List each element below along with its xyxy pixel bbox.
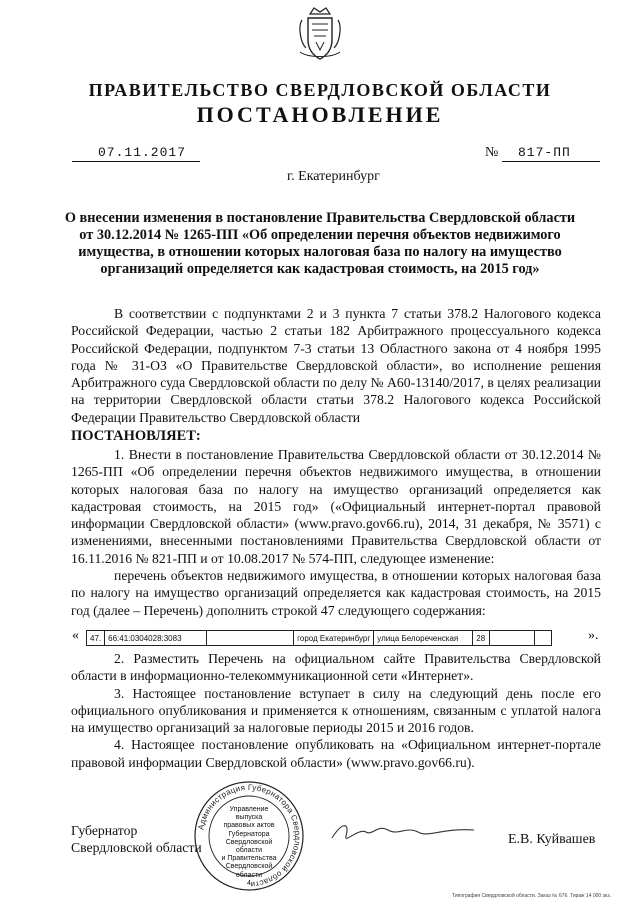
position-line: Свердловской области	[71, 840, 202, 855]
stamp-line: и Правительства	[221, 855, 277, 863]
table-cell	[535, 631, 552, 646]
stamp-line: правовых актов	[223, 822, 275, 830]
document-type: ПОСТАНОВЛЕНИЕ	[196, 102, 444, 127]
coat-of-arms-icon	[296, 6, 344, 64]
stamp-text	[212, 806, 286, 888]
item-3-text: 3. Настоящее постановление вступает в силу на следующий день после его официального опубликования и применяется к отношениям, связанным с уплатой налога на имущество организаций за налоговые периоды 2015 и 2016 годов.	[71, 685, 601, 736]
stamp-line: области	[235, 871, 263, 879]
date-line	[72, 143, 200, 162]
table-cell: город Екатеринбург	[294, 631, 374, 646]
decree-word: ПОСТАНОВЛЯЕТ:	[71, 428, 201, 444]
item-1-sub-text: перечень объектов недвижимого имущества, в отношении которых налоговая база по налогу на имущество организаций определяется как кадастровая стоимость, на 2015 год (далее – Перечень) дополнить строкой 47 следующего содержания:	[71, 568, 601, 618]
open-quote: «	[72, 628, 79, 643]
inserted-row-table	[86, 630, 552, 646]
table-cell	[490, 631, 535, 646]
items-2-4	[71, 650, 601, 771]
document-number: 817-ПП	[518, 145, 571, 160]
stamp-line: Губернатора	[228, 830, 270, 838]
number-line	[502, 143, 600, 162]
preamble	[71, 305, 601, 426]
item-4-text: 4. Настоящее постановление опубликовать на «Официальном интернет-портале правовой информации Свердловской области» (www.pravo.gov66.ru).	[71, 737, 601, 770]
stamp-ring-text: Администрация Губернатора Свердловской области	[196, 782, 303, 890]
stamp-number: 4	[247, 879, 251, 887]
item-1	[71, 446, 601, 619]
preamble-text: В соответствии с подпунктами 2 и 3 пункта 7 статьи 378.2 Налогового кодекса Российской Федерации, частью 2 статьи 182 Арбитражного процессуального кодекса Российской Федерации, подпунктом 7-3 статьи 13 Областного закона от 4 ноября 1995 года № 31-ОЗ «О Правительстве Свердловской области», во исполнение решения Арбитражного суда Свердловской области по делу № А60-13140/2017, в целях реализации на территории Свердловской области статьи 378.2 Налогового кодекса Российской Федерации Правительство Свердловской области	[71, 306, 601, 425]
document-title	[0, 210, 640, 278]
table-cell: 47.	[87, 631, 105, 646]
position-line: Губернатор	[71, 823, 138, 838]
stamp-line: Свердловской области	[225, 838, 273, 855]
item-1-text: 1. Внести в постановление Правительства Свердловской области от 30.12.2014 № 1265-ПП «Об определении перечня объектов недвижимого имущества, в отношении которых налоговая база по налогу на имущество организаций определяется как кадастровая стоимость, на 2015 год» («Официальный интернет-портал правовой информации Свердловской области» (www.pravo.gov66.ru), 2014, 31 декабря, № 3571) с изменениями, внесенными постановлениями Правительства Свердловской области от 16.11.2016 № 821-ПП и от 10.08.2017 № 574-ПП, следующее изменение:	[71, 447, 601, 566]
government-name: ПРАВИТЕЛЬСТВО СВЕРДЛОВСКОЙ ОБЛАСТИ	[88, 80, 552, 100]
number-sign: №	[485, 145, 499, 160]
title-line: от 30.12.2014 № 1265-ПП «Об определении перечня объектов недвижимого	[79, 227, 561, 243]
close-quote: ».	[588, 628, 599, 643]
stamp-line: Управление	[229, 806, 269, 813]
item-2-text: 2. Разместить Перечень на официальном сайте Правительства Свердловской области в информационно-телекоммуникационной сети «Интернет».	[71, 651, 601, 684]
handwritten-signature	[328, 818, 478, 846]
table-row	[87, 631, 552, 646]
table-cell: 66:41:0304028:3083	[105, 631, 207, 646]
signatory-position	[71, 822, 202, 856]
signatory-name: Е.В. Куйвашев	[508, 832, 596, 847]
title-line: организаций определяется как кадастровая стоимость, на 2015 год»	[100, 261, 540, 277]
city: г. Екатеринбург	[287, 169, 380, 184]
table-cell: улица Белореченская	[374, 631, 473, 646]
title-line: О внесении изменения в постановление Правительства Свердловской области	[64, 210, 576, 226]
document-date: 07.11.2017	[98, 145, 187, 160]
table-cell	[207, 631, 294, 646]
title-line: имущества, в отношении которых налоговая база по налогу на имущество	[78, 244, 562, 260]
table-cell: 28	[473, 631, 490, 646]
stamp-line: выпуска	[235, 814, 263, 822]
stamp-line: Свердловской	[225, 863, 273, 871]
print-footer: Типография Свердловской области. Заказ № 676. Тираж 14 000 экз.	[452, 893, 612, 899]
